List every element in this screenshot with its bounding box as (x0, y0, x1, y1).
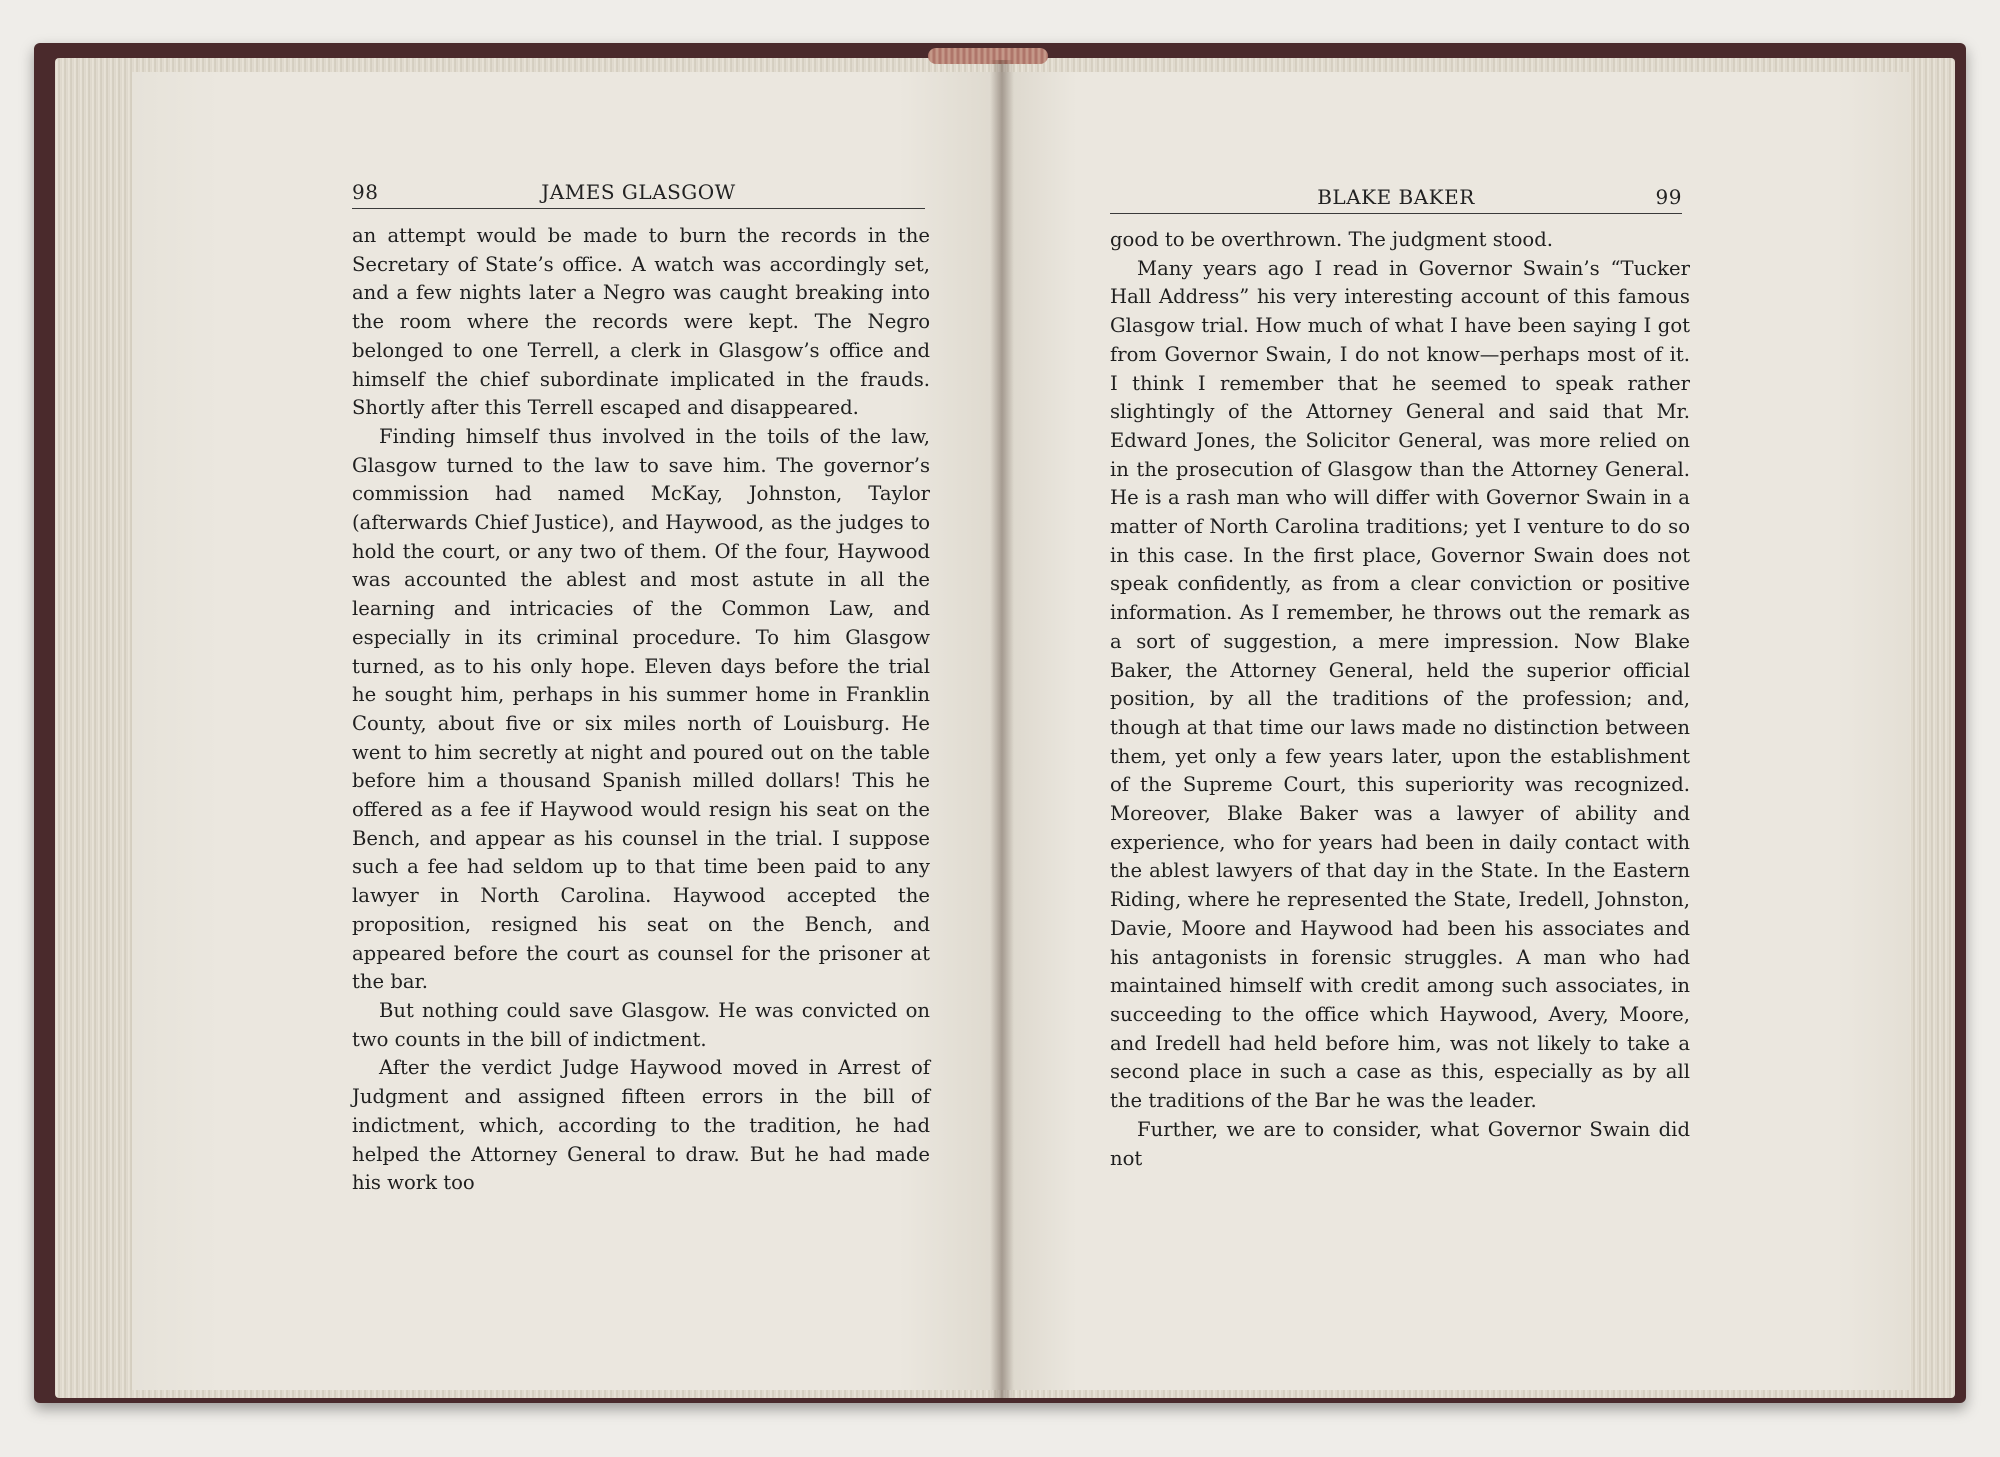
paragraph: an attempt would be made to burn the records in the Secretary of State’s office. A watch was accordingly set, and a few nights later a Negro was caught breaking into the room where the records were kept. The Negro belonged to one Terrell, a clerk in Glasgow’s office and himself the chief subordinate implicated in the frauds. Shortly after this Terrell escaped and disappeared. (352, 224, 930, 420)
right-page-body (1110, 226, 1690, 1173)
paragraph: Further, we are to consider, what Governor Swain did not (1110, 1117, 1690, 1170)
left-running-head-title: JAMES GLASGOW (541, 180, 736, 204)
right-running-header (1110, 185, 1682, 214)
spine-gutter (990, 60, 1014, 1400)
paragraph: good to be overthrown. The judgment stood. (1110, 228, 1553, 251)
right-page-number: 99 (1655, 185, 1682, 209)
left-page-number: 98 (352, 180, 379, 204)
left-running-header (352, 180, 925, 209)
paragraph: Finding himself thus involved in the toils of the law, Glasgow turned to the law to save him. The governor’s commission had named McKay, Johnston, Taylor (afterwards Chief Justice), and Haywood, as the judges to hold the court, or any two of them. Of the four, Haywood was accounted the ablest and most astute in all the learning and intricacies of the Common Law, and especially in its criminal procedure. To him Glasgow turned, as to his only hope. Eleven days before the trial he sought him, perhaps in his summer home in Franklin County, about five or six miles north of Louisburg. He went to him secretly at night and poured out on the table before him a thousand Spanish milled dollars! This he offered as a fee if Haywood would resign his seat on the Bench, and appear as his counsel in the trial. I suppose such a fee had seldom up to that time been paid to any lawyer in North Carolina. Haywood accepted the proposition, resigned his seat on the Bench, and appeared before the court as counsel for the prisoner at the bar. (352, 424, 930, 994)
book-headband (928, 48, 1048, 64)
paragraph: Many years ago I read in Governor Swain’s “Tucker Hall Address” his very interesting account of this famous Glasgow trial. How much of what I have been saying I got from Governor Swain, I do not know—perhaps most of it. I think I remember that he seemed to speak rather slightingly of the Attorney General and said that Mr. Edward Jones, the Solicitor General, was more relied on in the prosecution of Glasgow than the Attorney General. He is a rash man who will differ with Governor Swain in a matter of North Carolina traditions; yet I venture to do so in this case. In the first place, Governor Swain does not speak confidently, as from a clear conviction or positive information. As I remember, he throws out the remark as a sort of suggestion, a mere impression. Now Blake Baker, the Attorney General, held the superior official position, by all the traditions of the profession; and, though at that time our laws made no distinction between them, yet only a few years later, upon the establishment of the Supreme Court, this superiority was recognized. Moreover, Blake Baker was a lawyer of ability and experience, who for years had been in daily contact with the ablest lawyers of that day in the State. In the Eastern Riding, where he represented the State, Iredell, Johnston, Davie, Moore and Haywood had been his associates and his antagonists in forensic struggles. A man who had maintained himself with credit among such associates, in succeeding to the office which Haywood, Avery, Moore, and Iredell had held before him, was not likely to take a second place in such a case as this, especially as by all the traditions of the Bar he was the leader. (1110, 256, 1690, 1113)
left-page-body (352, 222, 930, 1198)
right-running-head-title: BLAKE BAKER (1317, 185, 1475, 209)
paragraph: After the verdict Judge Haywood moved in Arrest of Judgment and assigned fifteen errors in the bill of indictment, which, according to the tradition, he had helped the Attorney General to draw. But he had made his work too (352, 1056, 930, 1195)
paragraph: But nothing could save Glasgow. He was convicted on two counts in the bill of indictment. (352, 998, 930, 1051)
